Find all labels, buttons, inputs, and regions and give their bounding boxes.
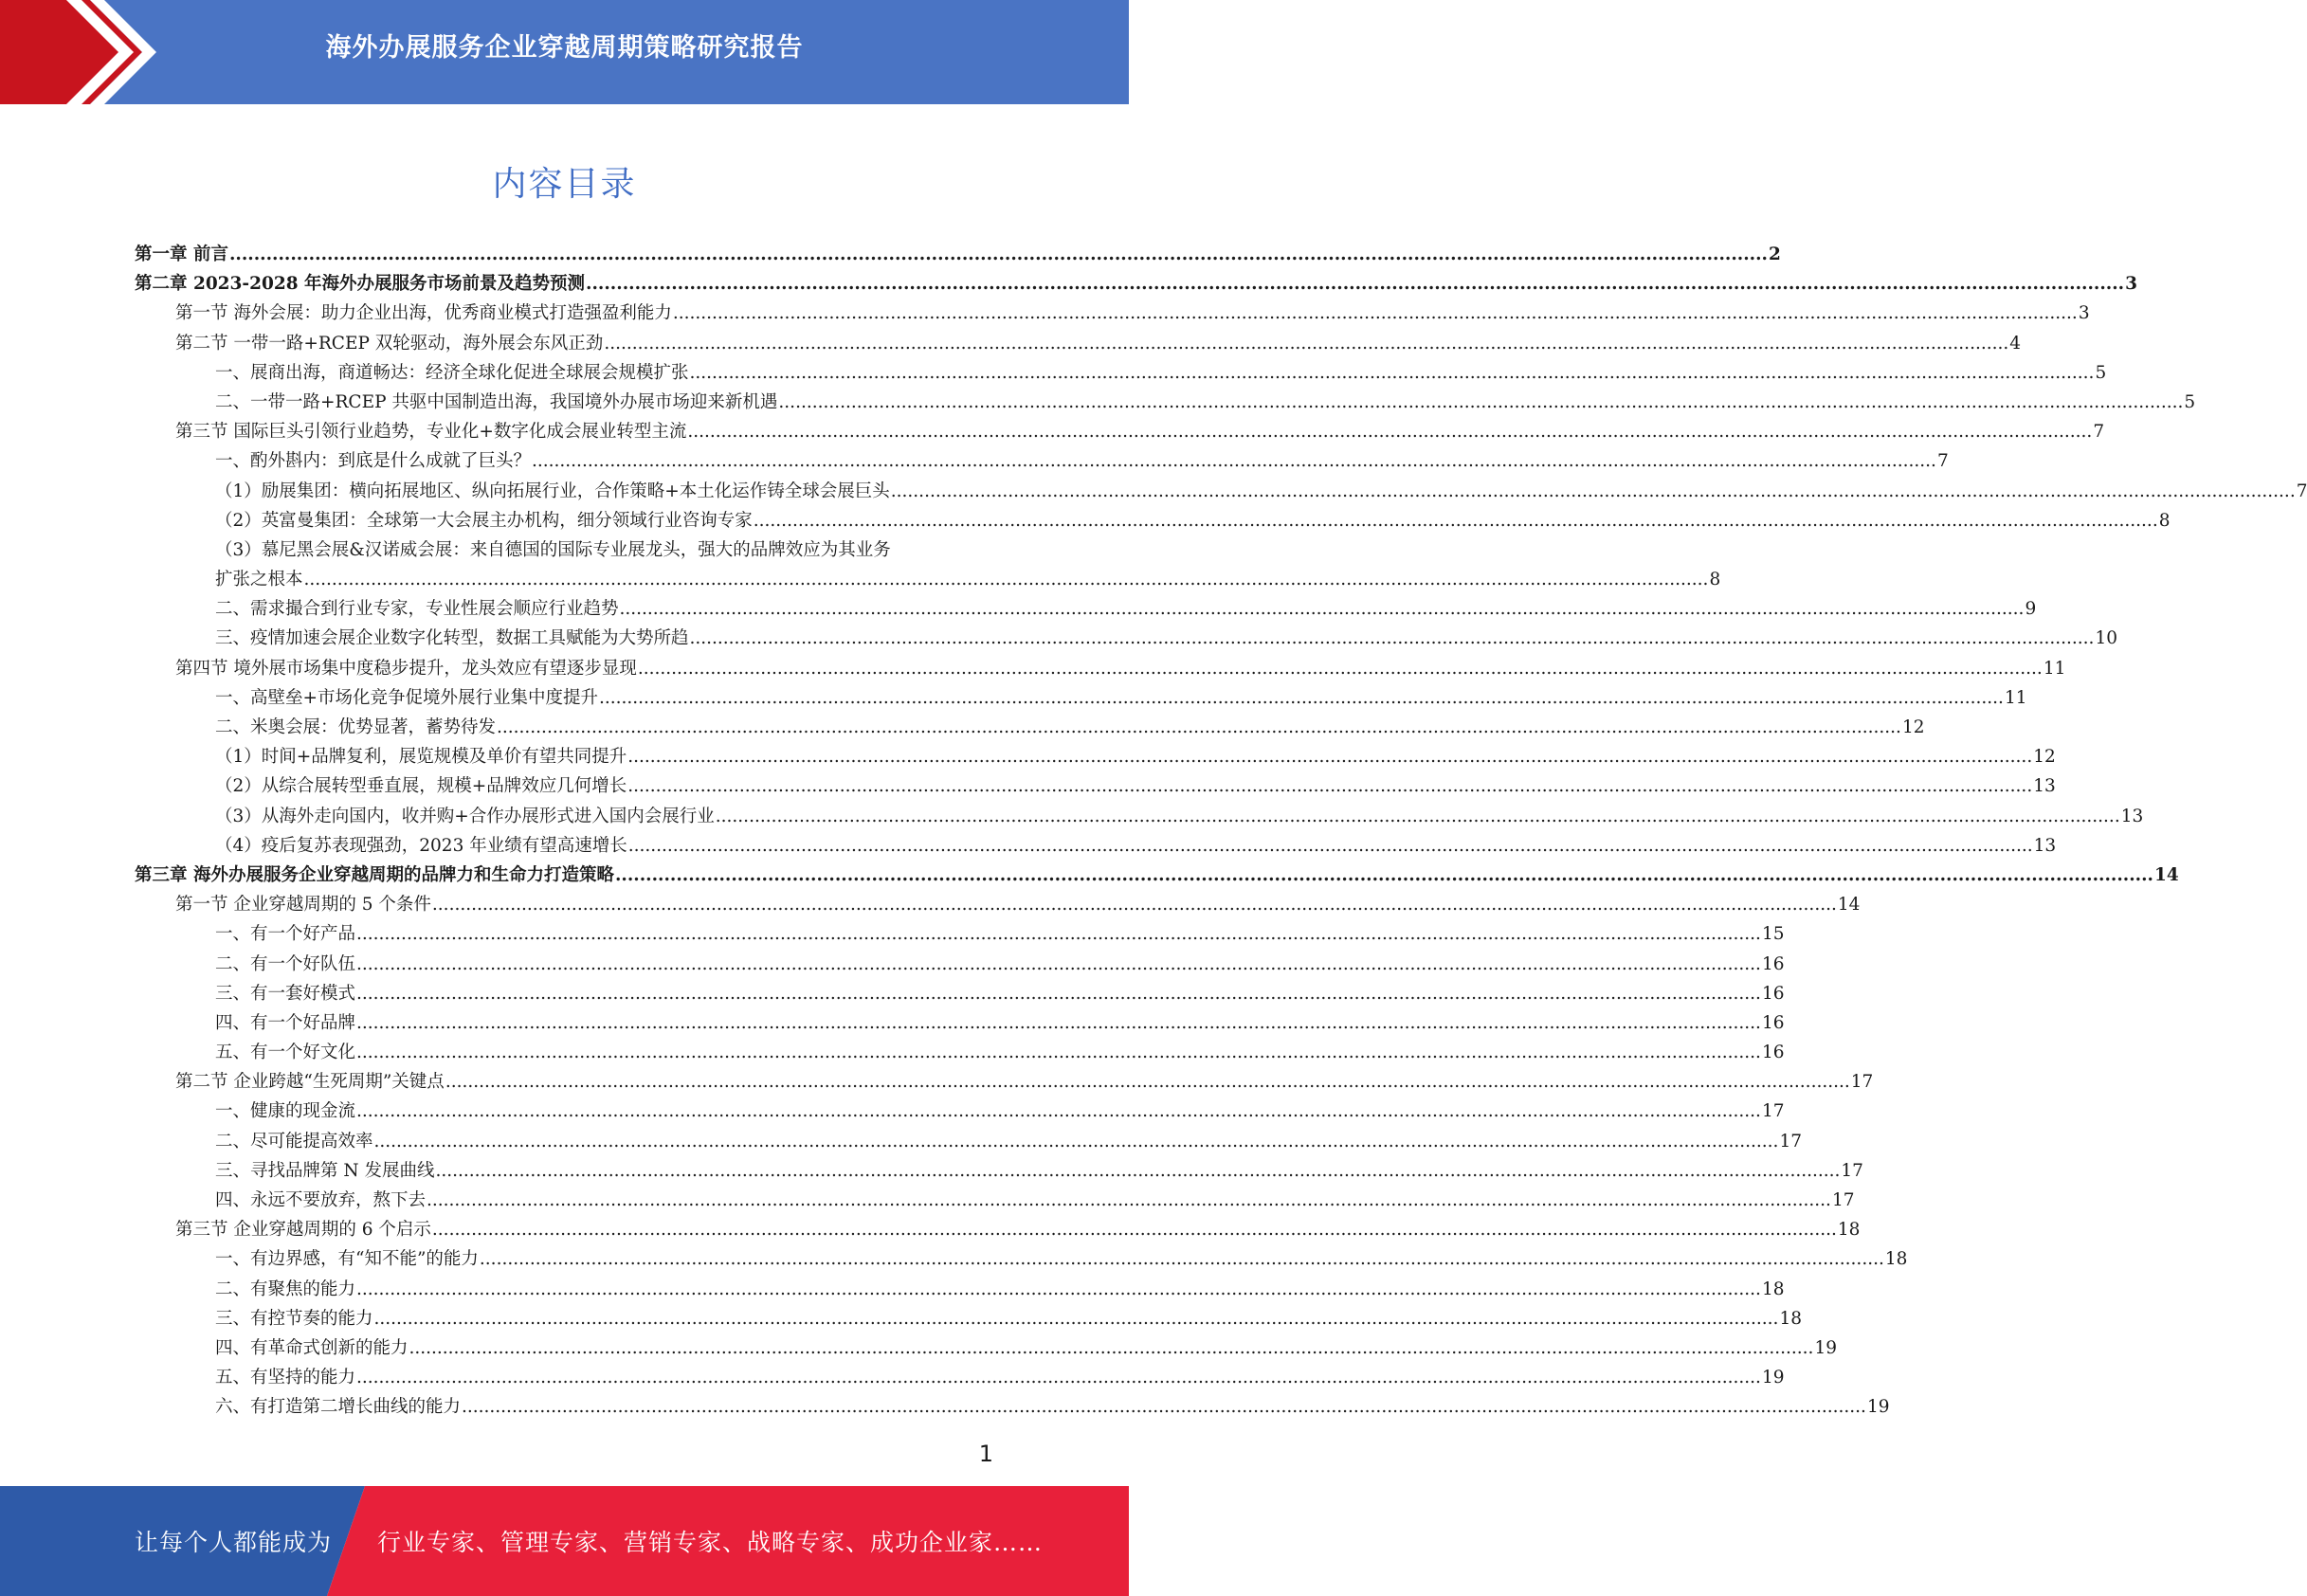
toc-entry-page: 17 (1850, 1072, 1874, 1093)
toc-entry[interactable] (135, 979, 1785, 1008)
toc-entry-page: 18 (1761, 1279, 1785, 1299)
toc-entry[interactable] (135, 535, 993, 565)
toc-entry-title: 第二节 企业跨越“生死周期”关键点 (175, 1072, 445, 1093)
toc-entry[interactable] (135, 358, 2107, 388)
toc-leader-dots (754, 506, 2158, 535)
toc-leader-dots (615, 861, 2153, 890)
page-number: 1 (978, 1441, 993, 1467)
toc-entry-title: 五、有坚持的能力 (215, 1368, 356, 1388)
table-of-contents (135, 240, 2307, 1423)
toc-leader-dots (716, 802, 2120, 831)
toc-entry[interactable] (135, 1304, 1802, 1333)
toc-entry-page: 10 (2095, 628, 2117, 649)
toc-entry-title: 一、展商出海，商道畅达：经济全球化促进全球展会规模扩张 (215, 362, 689, 383)
toc-entry-page: 17 (1841, 1160, 1863, 1181)
toc-entry-page: 8 (2158, 510, 2171, 531)
toc-entry-title: （1）时间+品牌复利，展览规模及单价有望共同提升 (215, 747, 627, 768)
toc-entry[interactable] (135, 506, 2171, 535)
toc-leader-dots (356, 1363, 1761, 1392)
toc-entry-page: 17 (1761, 1101, 1785, 1122)
page-footer (0, 1486, 1129, 1596)
toc-entry[interactable] (135, 1363, 1785, 1392)
toc-entry-title: 一、健康的现金流 (215, 1101, 356, 1122)
toc-entry-page: 14 (2154, 864, 2179, 885)
toc-entry-page: 16 (1761, 953, 1785, 974)
toc-entry-page: 13 (2033, 835, 2057, 856)
toc-entry-title: 第二章 2023-2028 年海外办展服务市场前景及趋势预测 (135, 274, 586, 295)
toc-leader-dots (409, 1333, 1814, 1363)
toc-entry[interactable] (135, 771, 2056, 801)
toc-entry[interactable] (135, 713, 1925, 742)
toc-entry[interactable] (135, 950, 1785, 979)
toc-entry-title: 六、有打造第二增长曲线的能力 (215, 1397, 462, 1418)
toc-entry-title: 第一节 企业穿越周期的 5 个条件 (175, 895, 431, 916)
toc-entry[interactable] (135, 1067, 1874, 1097)
toc-entry-title: 四、有革命式创新的能力 (215, 1337, 409, 1358)
toc-leader-dots (356, 1008, 1761, 1038)
toc-leader-dots (627, 742, 2032, 771)
toc-leader-dots (356, 1275, 1761, 1304)
toc-entry[interactable] (135, 240, 1781, 269)
toc-entry[interactable] (135, 1244, 1908, 1274)
toc-entry-page: 12 (1901, 717, 1925, 737)
toc-entry-page: 3 (2125, 274, 2137, 295)
toc-entry[interactable] (135, 594, 2037, 624)
toc-entry[interactable] (135, 299, 2090, 328)
toc-entry-page: 19 (1761, 1368, 1785, 1388)
header-title: 海外办展服务企业穿越周期策略研究报告 (325, 33, 804, 63)
toc-heading: 内容目录 (492, 165, 637, 204)
toc-leader-dots (356, 979, 1761, 1008)
toc-leader-dots (356, 950, 1761, 979)
toc-leader-dots (532, 446, 1936, 476)
toc-leader-dots (304, 565, 1709, 594)
toc-entry-page: 13 (2120, 806, 2144, 826)
toc-entry-title: （1）励展集团：横向拓展地区、纵向拓展行业，合作策略+本土化运作铸全球会展巨头 (215, 481, 890, 501)
toc-leader-dots (356, 1038, 1761, 1067)
toc-leader-dots (778, 388, 2183, 417)
toc-entry-page: 17 (1831, 1190, 1855, 1210)
toc-entry-page: 19 (1814, 1337, 1837, 1358)
toc-entry[interactable] (135, 1008, 1785, 1038)
toc-leader-dots (480, 1244, 1884, 1274)
toc-entry[interactable] (135, 329, 2022, 358)
toc-entry[interactable] (135, 861, 2179, 890)
toc-leader-dots (374, 1127, 1779, 1156)
toc-entry-page: 8 (1709, 570, 1721, 590)
toc-leader-dots (638, 654, 2043, 683)
toc-entry[interactable] (135, 919, 1785, 949)
toc-leader-dots (628, 831, 2033, 861)
toc-leader-dots (445, 1067, 1850, 1097)
toc-leader-dots (432, 890, 1837, 919)
toc-entry-title: （3）从海外走向国内，收并购+合作办展形式进入国内会展行业 (215, 806, 715, 826)
toc-entry-page: 9 (2025, 599, 2037, 620)
toc-entry-title: 第三节 国际巨头引领行业趋势，专业化+数字化成会展业转型主流 (175, 422, 687, 443)
toc-leader-dots (604, 329, 2008, 358)
toc-entry[interactable] (135, 1097, 1785, 1126)
page-header (0, 0, 1129, 104)
toc-entry-title: 一、有一个好产品 (215, 924, 356, 945)
toc-leader-dots (620, 594, 2025, 624)
toc-entry-title: 一、酌外斟内：到底是什么成就了巨头？ (215, 451, 532, 472)
toc-leader-dots (673, 299, 2078, 328)
toc-leader-dots (599, 683, 2004, 713)
toc-entry-page: 18 (1837, 1220, 1861, 1241)
toc-entry-page: 4 (2009, 333, 2022, 354)
toc-entry[interactable] (135, 1186, 1855, 1215)
toc-entry[interactable] (135, 269, 2137, 299)
toc-entry-page: 13 (2033, 776, 2056, 797)
toc-entry[interactable] (135, 802, 2144, 831)
toc-entry-title: 三、寻找品牌第 N 发展曲线 (215, 1160, 435, 1181)
toc-leader-dots (435, 1156, 1840, 1186)
toc-entry-title: 二、尽可能提高效率 (215, 1131, 373, 1152)
toc-entry-title: （4）疫后复苏表现强劲，2023 年业绩有望高速增长 (215, 835, 627, 856)
toc-entry-page: 7 (1936, 451, 1949, 472)
toc-leader-dots (356, 919, 1761, 949)
footer-slogan-right: 行业专家、管理专家、营销专家、战略专家、成功企业家…… (377, 1529, 1044, 1556)
toc-entry[interactable] (135, 742, 2056, 771)
toc-entry[interactable] (135, 565, 1721, 594)
toc-entry-page: 11 (2004, 687, 2027, 708)
toc-leader-dots (229, 240, 1768, 269)
toc-entry-title: 四、有一个好品牌 (215, 1012, 356, 1033)
toc-entry[interactable] (135, 683, 2027, 713)
toc-entry-page: 14 (1837, 895, 1861, 916)
toc-entry[interactable] (135, 1275, 1785, 1304)
toc-entry[interactable] (135, 890, 1861, 919)
toc-entry[interactable] (135, 1127, 1802, 1156)
toc-entry[interactable] (135, 388, 2196, 417)
toc-entry[interactable] (135, 446, 1949, 476)
toc-leader-dots (687, 417, 2092, 446)
toc-entry-title: （2）从综合展转型垂直展，规模+品牌效应几何增长 (215, 776, 627, 797)
toc-entry-title: 二、有聚焦的能力 (215, 1279, 356, 1299)
toc-entry-page: 16 (1761, 1012, 1785, 1033)
toc-entry-page: 18 (1884, 1249, 1908, 1270)
toc-entry-title: 一、有边界感，有“知不能”的能力 (215, 1249, 479, 1270)
toc-entry-title: 第三章 海外办展服务企业穿越周期的品牌力和生命力打造策略 (135, 864, 614, 885)
toc-entry-page: 11 (2043, 658, 2066, 679)
toc-leader-dots (427, 1186, 1831, 1215)
toc-entry-page: 15 (1761, 924, 1785, 945)
toc-entry-title: 第一节 海外会展：助力企业出海，优秀商业模式打造强盈利能力 (175, 303, 672, 324)
footer-slogan-left: 让每个人都能成为 (135, 1529, 333, 1556)
toc-entry-page: 18 (1779, 1308, 1802, 1329)
toc-entry-page: 12 (2033, 747, 2056, 768)
toc-entry[interactable] (135, 831, 2057, 861)
toc-entry[interactable] (135, 477, 2307, 506)
toc-entry-title: 五、有一个好文化 (215, 1043, 356, 1063)
toc-leader-dots (374, 1304, 1779, 1333)
toc-entry[interactable] (135, 1333, 1837, 1363)
toc-entry-page: 3 (2078, 303, 2090, 324)
toc-entry-page: 5 (2095, 362, 2107, 383)
toc-entry[interactable] (135, 1038, 1785, 1067)
toc-entry[interactable] (135, 624, 2117, 653)
toc-entry-title: 二、一带一路+RCEP 共驱中国制造出海，我国境外办展市场迎来新机遇 (215, 391, 778, 412)
toc-leader-dots (690, 358, 2095, 388)
toc-entry-title: 二、需求撮合到行业专家，专业性展会顺应行业趋势 (215, 599, 619, 620)
toc-entry-title: 第四节 境外展市场集中度稳步提升，龙头效应有望逐步显现 (175, 658, 637, 679)
toc-entry-title: 二、米奥会展：优势显著，蓄势待发 (215, 717, 497, 737)
toc-entry-page: 5 (2184, 391, 2196, 412)
toc-entry-title: 扩张之根本 (215, 570, 303, 590)
toc-entry-page: 7 (2296, 481, 2307, 501)
toc-leader-dots (356, 1097, 1761, 1126)
toc-leader-dots (462, 1392, 1866, 1422)
toc-entry-title: （3）慕尼黑会展&汉诺威会展：来自德国的国际专业展龙头，强大的品牌效应为其业务 (215, 539, 891, 560)
toc-entry-title: 一、高壁垒+市场化竞争促境外展行业集中度提升 (215, 687, 599, 708)
toc-entry-page: 16 (1761, 1043, 1785, 1063)
toc-leader-dots (432, 1215, 1837, 1244)
toc-leader-dots (690, 624, 2095, 653)
toc-entry-page: 16 (1761, 983, 1785, 1004)
toc-entry[interactable] (135, 654, 2066, 683)
toc-leader-dots (627, 771, 2032, 801)
toc-leader-dots (891, 477, 2296, 506)
toc-entry[interactable] (135, 1215, 1861, 1244)
toc-entry-title: 三、有一套好模式 (215, 983, 356, 1004)
toc-entry-title: 第二节 一带一路+RCEP 双轮驱动，海外展会东风正劲 (175, 333, 604, 354)
toc-leader-dots (586, 269, 2124, 299)
toc-entry-page: 7 (2093, 422, 2105, 443)
toc-entry-page: 19 (1866, 1397, 1890, 1418)
toc-entry-page: 2 (1769, 245, 1781, 264)
toc-entry-title: 第一章 前言 (135, 245, 228, 264)
toc-leader-dots (497, 713, 1901, 742)
toc-entry-title: 三、疫情加速会展企业数字化转型，数据工具赋能为大势所趋 (215, 628, 689, 649)
toc-entry-title: 三、有控节奏的能力 (215, 1308, 373, 1329)
toc-entry[interactable] (135, 417, 2105, 446)
toc-entry[interactable] (135, 1156, 1863, 1186)
toc-entry-title: 第三节 企业穿越周期的 6 个启示 (175, 1220, 431, 1241)
toc-entry-title: 二、有一个好队伍 (215, 953, 356, 974)
toc-entry-title: （2）英富曼集团：全球第一大会展主办机构，细分领域行业咨询专家 (215, 510, 753, 531)
toc-entry[interactable] (135, 1392, 1890, 1422)
toc-entry-title: 四、永远不要放弃，熬下去 (215, 1190, 427, 1210)
toc-entry-page: 17 (1779, 1131, 1802, 1152)
